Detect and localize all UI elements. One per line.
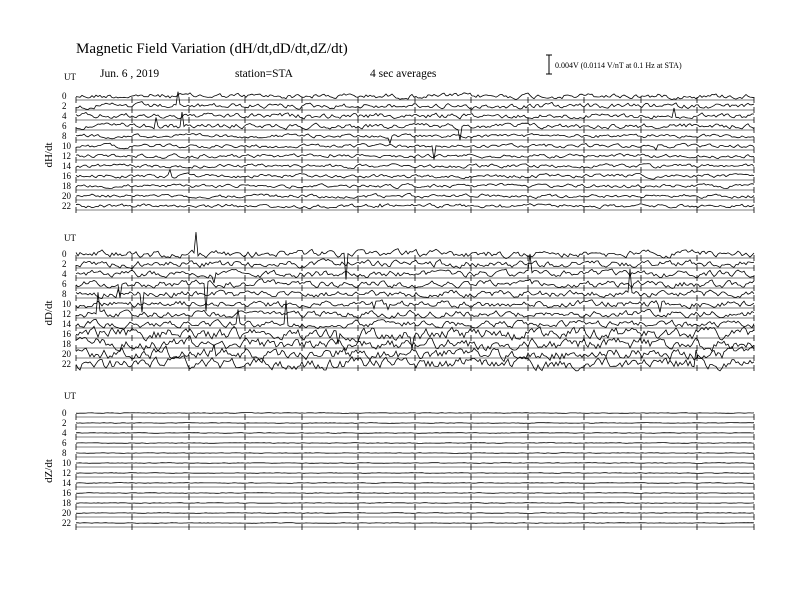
hour-label: 16 [62,171,71,181]
hour-label: 20 [62,508,71,518]
hour-label: 18 [62,181,71,191]
hour-label: 16 [62,488,71,498]
hour-label: 8 [62,289,67,299]
chart-title: Magnetic Field Variation (dH/dt,dD/dt,dZ/dt) [76,41,348,57]
hour-label: 10 [62,299,71,309]
hour-label: 10 [62,458,71,468]
hour-label: 4 [62,428,67,438]
station-label: station=STA [235,68,293,80]
hour-label: 22 [62,201,71,211]
hour-label: 12 [62,309,71,319]
hour-label: 6 [62,279,67,289]
date-label: Jun. 6 , 2019 [100,68,160,80]
series-trace [76,503,754,504]
hour-label: 6 [62,121,67,131]
hour-label: 14 [62,161,71,171]
hour-label: 22 [62,359,71,369]
series-trace [76,473,754,474]
series-trace [76,493,754,494]
series-trace [76,523,754,524]
panel-3 [43,391,754,530]
series-trace [76,463,754,464]
series-trace [76,513,754,514]
hour-label: 18 [62,339,71,349]
hour-label: 4 [62,269,67,279]
hour-label: 20 [62,191,71,201]
scale-bar [546,55,682,74]
hour-label: 6 [62,438,67,448]
hour-label: 16 [62,329,71,339]
hour-label: 20 [62,349,71,359]
hour-label: 0 [62,91,67,101]
hour-label: 14 [62,478,71,488]
series-trace [76,453,754,454]
hour-label: 10 [62,141,71,151]
series-trace [76,413,754,414]
series-trace [76,443,754,444]
panel-ylabel: dH/dt [43,142,55,168]
hour-label: 0 [62,249,67,259]
series-trace [76,483,754,484]
panel-ylabel: dD/dt [43,300,55,326]
hour-label: 12 [62,151,71,161]
hour-label: 22 [62,518,71,528]
ut-axis-label: UT [64,391,76,401]
panel-2 [43,232,754,371]
hour-label: 2 [62,418,67,428]
hour-label: 14 [62,319,71,329]
hour-label: 0 [62,408,67,418]
hour-label: 18 [62,498,71,508]
hour-label: 12 [62,468,71,478]
ut-axis-label: UT [64,72,76,82]
hour-label: 2 [62,259,67,269]
series-trace [76,164,754,169]
panel-1 [43,72,754,213]
hour-label: 2 [62,101,67,111]
series-trace [76,433,754,434]
hour-label: 8 [62,448,67,458]
ut-axis-label: UT [64,233,76,243]
averaging-label: 4 sec averages [370,68,437,80]
hour-label: 8 [62,131,67,141]
series-trace [76,423,754,424]
panels [43,72,754,530]
panel-ylabel: dZ/dt [43,459,55,483]
hour-label: 4 [62,111,67,121]
scale-bar-label: 0.004V (0.0114 V/nT at 0.1 Hz at STA) [555,61,682,70]
